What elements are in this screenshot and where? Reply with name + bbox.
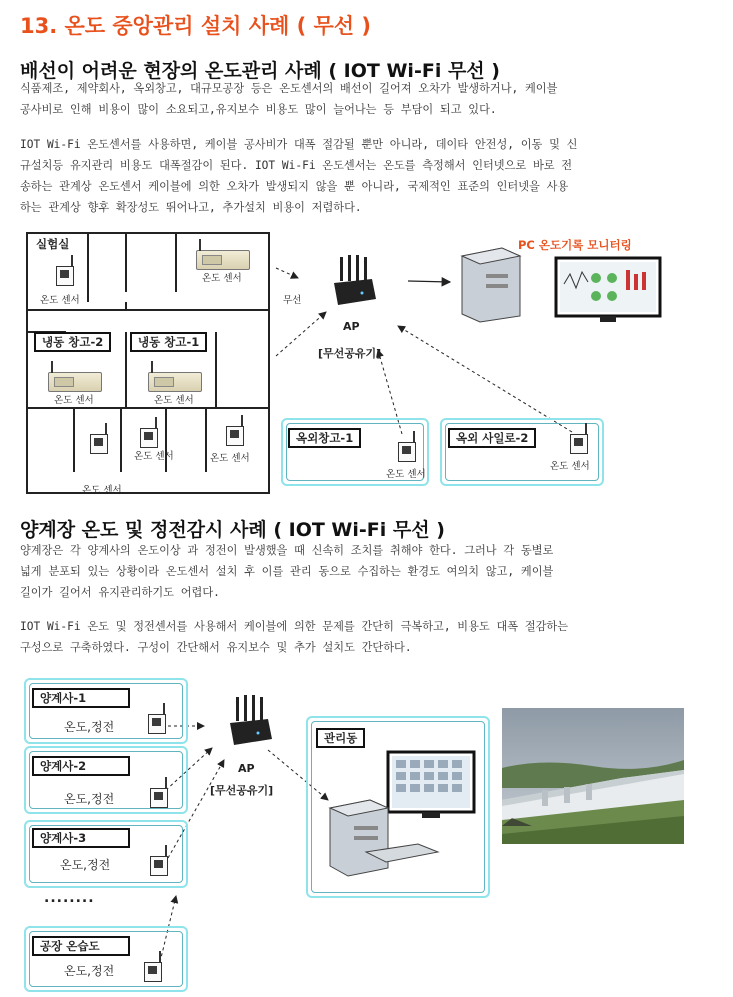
freezer2-sensor-label: 온도 센서 [54,395,94,406]
sensor-label-3: 온도 센서 [210,453,250,464]
sensor-label-4: 온도 센서 [82,485,122,496]
poultry-house-2-sensor-label: 온도,정전 [64,792,115,806]
router-icon [332,255,376,307]
section2-heading: 양계장 온도 및 정전감시 사례 ( IOT Wi-Fi 무선 ) [20,519,445,541]
section2-paragraph-1: 양계장은 각 양계사의 온도이상 과 정전이 발생했을 때 신속히 조치를 취해야 한다. 그러나 각 동별로 넓게 분포되 있는 상황이라 온도센서 설치 후 이를 관리 동으로 수집하는 환경도 여의치 않고, 케이블 길이가 길어서 유지관리하기도 어렵다. [20,544,554,599]
pc-computer-icon [456,244,666,324]
wireless-label: 무선 [283,295,302,306]
outdoor-silo-label: 옥외 사일로-2 [448,428,536,448]
factory-label: 공장 온습도 [32,936,130,956]
poultry-house-3-label: 양계사-3 [32,828,130,848]
poultry-house-3-sensor-label: 온도,정전 [60,858,111,872]
poultry-house-1-sensor-icon [148,714,166,734]
management-computer-icon [326,748,478,880]
factory-sensor-icon [144,962,162,982]
sensor-label-2: 온도 센서 [134,451,174,462]
freezer1-sensor-label: 온도 센서 [154,395,194,406]
factory-sensor-label: 온도,정전 [64,964,115,978]
poultry-house-1-label: 양계사-1 [32,688,130,708]
freezer2-label: 냉동 창고-2 [34,332,111,352]
ap-label: AP [343,320,360,333]
sensor-label-1: 온도 센서 [202,273,242,284]
outdoor-warehouse-sensor-icon [398,442,416,462]
poultry-house-2-sensor-icon [150,788,168,808]
poultry-house-2-label: 양계사-2 [32,756,130,776]
outdoor-warehouse-sensor-label: 온도 센서 [386,469,426,480]
ap-label-2: AP [238,762,255,775]
ap-sub-label-2: [무선공유기] [210,784,274,797]
section1-paragraph-1: 식품제조, 제약회사, 옥외창고, 대규모공장 등은 온도센서의 배선이 길어져 오차가 발생하거나, 케이블 공사비로 인해 비용이 많이 소요되고,유지보수 비용도 많이 늘어나는 등 부담이 되고 있다. [20,82,558,116]
page-title: 13. 온도 중앙관리 설치 사례 ( 무선 ) [20,14,372,38]
lab-label: 실험실 [36,237,70,251]
lab-sensor-label: 온도 센서 [40,295,80,306]
section2-paragraph-2: IOT Wi-Fi 온도 및 정전센서를 사용해서 케이블에 의한 문제를 간단히 극복하고, 비용도 대폭 절감하는 구성으로 구축하였다. 구성이 간단해서 유지보수 및 추가 설치도 간단하다. [20,620,569,654]
section1-heading: 배선이 어려운 현장의 온도관리 사례 ( IOT Wi-Fi 무선 ) [20,60,500,82]
outdoor-warehouse-label: 옥외창고-1 [288,428,361,448]
pc-monitoring-label: PC 온도기록 모니터링 [518,238,632,252]
freezer1-label: 냉동 창고-1 [130,332,207,352]
ap-sub-label: [무선공유기] [318,347,382,360]
management-building-label: 관리동 [316,728,365,748]
poultry-house-3-sensor-icon [150,856,168,876]
section1-paragraph-2: IOT Wi-Fi 온도센서를 사용하면, 케이블 공사비가 대폭 절감될 뿐만 아니라, 데이타 안전성, 이동 및 신 규설치등 유지관리 비용도 대폭절감이 된다. IOT Wi-Fi 온도센서는 온도를 측정해서 인터넷으로 바로 전 송하는 관계상 온도센서 케이블에 의한 오차가 발생되지 않을 뿐 아니라, 국제적인 표준의 인터넷을 사용 하는 관계상 향후 확장성도 뛰어나고, 추가설치 비용이 저렴하다. [20,138,578,214]
outdoor-silo-sensor-icon [570,434,588,454]
router-icon-2 [228,695,272,747]
outdoor-silo-sensor-label: 온도 센서 [550,461,590,472]
poultry-house-1-sensor-label: 온도,정전 [64,720,115,734]
more-items-dots: ........ [44,890,95,906]
poultry-farm-photo [502,708,684,844]
